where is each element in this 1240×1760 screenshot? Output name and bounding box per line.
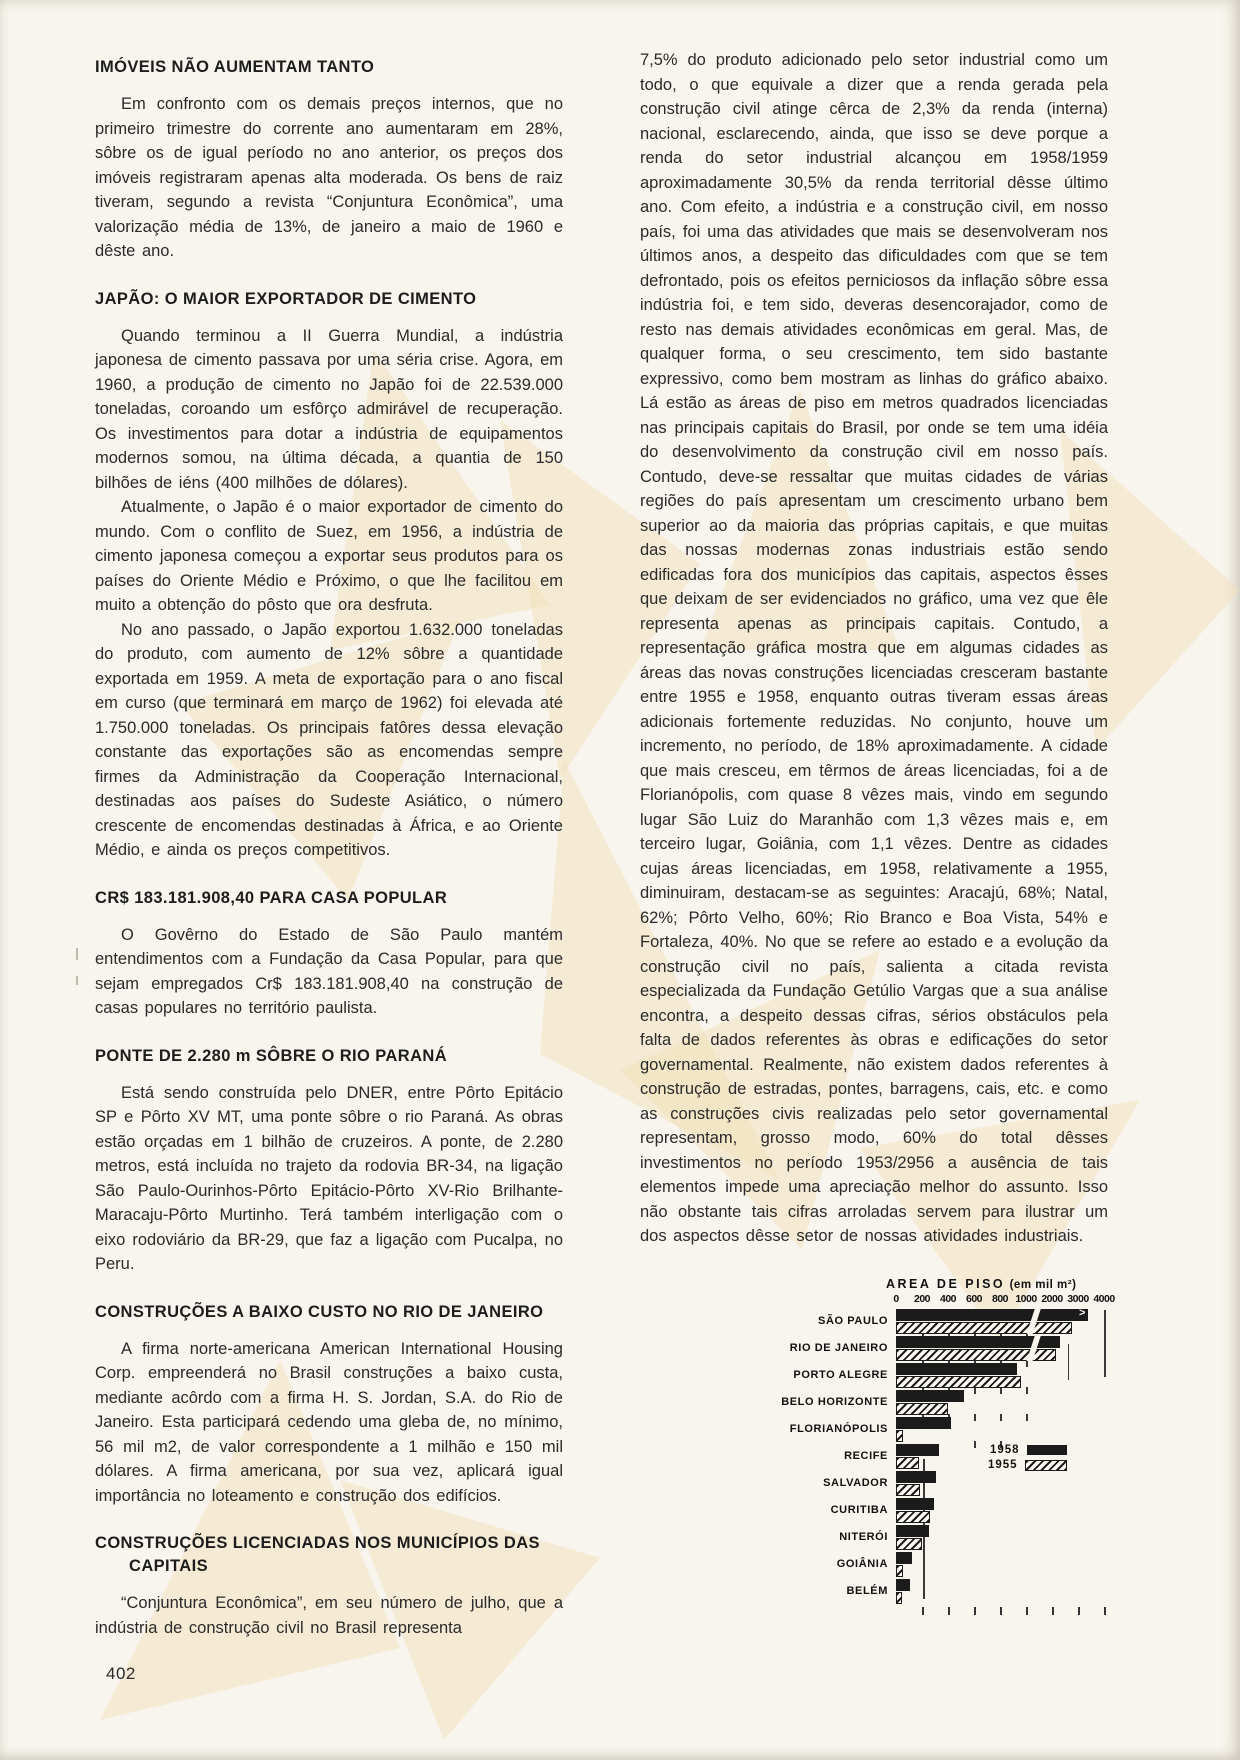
x-tick-label: 600	[965, 1292, 983, 1305]
bottom-tick-mark	[1000, 1607, 1002, 1615]
article-continuation-text: 7,5% do produto adicionado pelo setor industrial como um todo, o que equivale a dizer que a renda gerada pela construção civil atinge cêrca de 2,3% da renda (interna) nacional, esclarecendo, ainda, que isso se deve porque a renda do setor industrial alcançou em 1958/1959 aproximadamente 30,5% da renda territorial dêsse último ano. Com efeito, a indústria e a construção civil, em nosso país, foi uma das atividades que mais se desenvolveram nos últimos anos, a despeito das dificuldades com que se tem defrontado, pois os efeitos perniciosos da inflação sôbre essa indústria foi, e tem sido, deveras desencorajador, como de resto nas demais atividades econômicas em geral. Mas, de qualquer forma, o seu crescimento, tem sido bastante expressivo, como bem mostram as linhas do gráfico abaixo. Lá estão as áreas de piso em metros quadrados licenciadas nas principais capitais do Brasil, por onde se tem uma idéia do desenvolvimento da construção civil em nosso país. Contudo, deve-se ressaltar que muitas cidades de várias regiões do país apresentam um crescimento urbano bem superior ao da maioria das próprias capitais, e que muitas das nossas modernas zonas industriais estão sendo edificadas fora dos municípios das capitais, aspectos êsses que deixam de ser evidenciados no gráfico, uma vez que êle representa apenas as principais capitais. Contudo, a representação gráfica mostra que em algumas cidades as áreas das novas construções licenciadas cresceram bastante entre 1955 e 1958, enquanto outras tiveram essas áreas adicionais fortemente reduzidas. No conjunto, houve um incremento, no período, de 18% aproximadamente. A cidade que mais cresceu, em têrmos de áreas licenciadas, foi a de Florianópolis, com quase 8 vêzes mais, vindo em segundo lugar São Luiz do Maranhão com 1,3 vêzes mais e, em terceiro lugar, Goiânia, com 1,1 vêzes. Dentre as cidades cujas áreas licenciadas, em 1958, relativamente a 1955, diminuiram, destacam-se as seguintes: Aracajú, 68%; Natal, 62%; Pôrto Velho, 60%; Rio Branco e Boa Vista, 54% e Fortaleza, 40%. No que se refere ao estado e a evolução da construção civil no país, salienta a citada revista especializada da Fundação Getúlio Vargas que a sua análise encontra, a despeito dessas cifras, sérios obstáculos pela falta de dados referentes às obras e edificações do setor governamental. Realmente, não existem dados referentes à construção de estradas, pontes, barragens, cais, etc. e como as construções civis realizadas pelo setor governamental representam, grosso modo, 60% do total dêsses investimentos no período 1953/2956 a ausência de tais elementos impede uma apreciação melhor do assunto. Isso não obstante tais cifras arroladas servem para ilustrar um dos aspectos dêsse setor de nossas atividades industriais.	[640, 51, 1108, 1245]
bar-1955	[896, 1457, 919, 1469]
bar-group	[896, 1524, 1118, 1551]
bar-group	[896, 1578, 1118, 1605]
legend-row	[988, 1458, 1067, 1473]
section-heading: JAPÃO: O MAIOR EXPORTADOR DE CIMENTO	[95, 289, 477, 308]
bar-1958	[896, 1306, 1088, 1321]
scan-artifact	[76, 948, 78, 960]
scan-artifact	[76, 976, 78, 985]
page-number: 402	[106, 1664, 136, 1683]
bar-1958	[896, 1579, 910, 1591]
bar-group	[896, 1389, 1118, 1416]
chart-title: AREA DE PISO	[886, 1276, 1006, 1291]
bottom-tick-mark	[1052, 1607, 1054, 1615]
legend-swatch-1958	[1027, 1445, 1067, 1455]
paragraph: Quando terminou a II Guerra Mundial, a indústria japonesa de cimento passava por uma séria crise. Agora, em 1960, a produção de cimento no Japão foi de 22.539.000 toneladas, coroando um esfôrço admirável de recuperação. Os investimentos para dotar a indústria de equipamentos modernos somou, na última década, a quantia de 150 bilhões de iéns (400 milhões de dólares).	[95, 326, 563, 492]
x-tick-label: 800	[991, 1292, 1009, 1305]
chart-row	[746, 1551, 1126, 1578]
x-tick-label: 4000	[1093, 1292, 1115, 1305]
bottom-tick-mark	[1104, 1607, 1106, 1615]
chart-row	[746, 1362, 1126, 1389]
left-column	[95, 48, 563, 1640]
legend-swatch-1955	[1025, 1460, 1067, 1471]
floor-area-bar-chart	[746, 1275, 1126, 1617]
category-label: SÃO PAULO	[818, 1315, 888, 1327]
x-tick-label: 3000	[1067, 1292, 1089, 1305]
article-section	[95, 887, 563, 1021]
paragraph: Em confronto com os demais preços internos, que no primeiro trimestre do corrente ano aumentaram em 28%, sôbre os de igual período no ano anterior, os preços dos imóveis registraram apenas alta moderada. Os bens de raiz tiveram, segundo a revista “Conjuntura Econômica”, uma valorização média de 13%, de janeiro a maio de 1960 e dêste ano.	[95, 95, 563, 260]
bar-1958	[896, 1417, 951, 1429]
bottom-tick-mark	[922, 1607, 924, 1615]
article-section	[95, 1301, 563, 1509]
beyond-scale-arrow-icon: >	[1078, 1306, 1086, 1319]
right-column	[640, 48, 1115, 1617]
bar-1955	[896, 1403, 948, 1415]
paragraph: “Conjuntura Econômica”, em seu número de julho, que a indústria de construção civil no Brasil representa	[95, 1594, 563, 1637]
article-section	[95, 56, 563, 264]
bar-1955	[896, 1565, 903, 1577]
bar-1958	[896, 1363, 1017, 1375]
category-label: RIO DE JANEIRO	[789, 1342, 888, 1354]
legend-label: 1958	[990, 1444, 1020, 1456]
article-section	[95, 1045, 563, 1277]
category-label: CURITIBA	[830, 1504, 888, 1516]
paragraph: A firma norte-americana American International Housing Corp. empreenderá no Brasil construções a baixo custa, mediante acôrdo com a firma H. S. Jordan, S.A. do Rio de Janeiro. Esta participará cedendo uma gleba de, no mínimo, 56 mil m2, de valor correspondente a 1 milhão e 150 mil dólares. A firma americana, por sua vez, aplicará igual importância no loteamento e construção dos edifícios.	[95, 1339, 563, 1505]
x-tick-label: 2000	[1041, 1292, 1063, 1305]
chart-row	[746, 1578, 1126, 1605]
bar-group	[896, 1308, 1118, 1335]
paragraph: Está sendo construída pelo DNER, entre Pôrto Epitácio SP e Pôrto XV MT, uma ponte sôbre o rio Paraná. As obras estão orçadas em 1 bilhão de cruzeiros. A ponte, de 2.280 metros, está incluída no trajeto da rodovia BR-34, na ligação São Paulo-Ourinhos-Pôrto Epitácio-Pôrto XV-Rio Brilhante-Maracaju-Pôrto Murtinho. Terá também interligação com o eixo rodoviário da BR-29, que faz a ligação com Pucalpa, no Peru.	[95, 1083, 563, 1273]
category-label: RECIFE	[844, 1450, 888, 1462]
bar-1955	[896, 1430, 903, 1442]
bar-1958	[896, 1471, 936, 1483]
bar-group	[896, 1416, 1118, 1443]
paragraph: No ano passado, o Japão exportou 1.632.000 toneladas do produto, com aumento de 12% sôbre a quantidade exportada em 1959. A meta de exportação para o ano fiscal em curso (que terminará em março de 1962) foi elevada até 1.750.000 toneladas. Os principais fatôres dessa elevação constante das exportações são as encomendas sempre firmes da Administração da Cooperação Internacional, destinadas aos países do Sudeste Asiático, o número crescente de encomendas destinadas à África, e ao Oriente Médio, e ainda os preços competitivos.	[95, 620, 563, 859]
category-label: BELÉM	[846, 1585, 888, 1597]
chart-legend	[988, 1443, 1067, 1473]
bar-group	[896, 1497, 1118, 1524]
bar-1958	[896, 1525, 929, 1537]
bar-group	[896, 1470, 1118, 1497]
bar-1955	[896, 1511, 930, 1523]
chart-row	[746, 1308, 1126, 1335]
chart-row	[746, 1470, 1126, 1497]
category-label: FLORIANÓPOLIS	[789, 1423, 888, 1435]
x-tick-label: 0	[893, 1292, 899, 1305]
chart-row	[746, 1416, 1126, 1443]
bar-1958	[896, 1444, 939, 1456]
category-label: BELO HORIZONTE	[781, 1396, 888, 1408]
bottom-tick-mark	[1078, 1607, 1080, 1615]
bottom-tick-mark	[1026, 1607, 1028, 1615]
bar-1958	[896, 1498, 934, 1510]
chart-row	[746, 1443, 1126, 1470]
bar-1955	[896, 1592, 902, 1604]
article-section	[95, 288, 563, 863]
section-heading: CONSTRUÇÕES LICENCIADAS NOS MUNICÍPIOS DAS CAPITAIS	[95, 1534, 540, 1575]
bar-group	[896, 1335, 1118, 1362]
section-heading: CONSTRUÇÕES A BAIXO CUSTO NO RIO DE JANEIRO	[95, 1302, 544, 1321]
chart-row	[746, 1335, 1126, 1362]
bar-1955	[896, 1538, 922, 1550]
bottom-tick-mark	[948, 1607, 950, 1615]
chart-row	[746, 1389, 1126, 1416]
category-label: PORTO ALEGRE	[793, 1369, 888, 1381]
bar-1955	[896, 1322, 1072, 1334]
section-heading: CR$ 183.181.908,40 PARA CASA POPULAR	[95, 888, 448, 907]
bar-group	[896, 1362, 1118, 1389]
chart-row	[746, 1524, 1126, 1551]
legend-row	[988, 1443, 1067, 1458]
category-label: GOIÂNIA	[836, 1558, 888, 1570]
category-label: SALVADOR	[823, 1477, 888, 1489]
bar-group	[896, 1551, 1118, 1578]
bar-1958	[896, 1552, 912, 1564]
section-heading: PONTE DE 2.280 m SÔBRE O RIO PARANÁ	[95, 1046, 448, 1065]
legend-label: 1955	[988, 1459, 1018, 1471]
bar-1955	[896, 1376, 1021, 1388]
bar-1955	[896, 1484, 920, 1496]
chart-title-row	[886, 1275, 1126, 1293]
x-tick-label: 1000	[1015, 1292, 1037, 1305]
x-tick-label: 400	[939, 1292, 957, 1305]
bar-1958	[896, 1390, 964, 1402]
chart-x-axis	[893, 1292, 1118, 1308]
chart-unit-label: (em mil m²)	[1009, 1278, 1077, 1291]
article-section	[95, 1532, 563, 1640]
paragraph: O Govêrno do Estado de São Paulo mantém entendimentos com a Fundação da Casa Popular, para que sejam empregados Cr$ 183.181.908,40 na construção de casas populares no território paulista.	[95, 925, 563, 1017]
x-tick-label: 200	[913, 1292, 931, 1305]
chart-plot-area	[746, 1308, 1126, 1605]
bottom-tick-mark	[974, 1607, 976, 1615]
chart-bottom-ticks	[896, 1605, 1118, 1617]
category-label: NITERÓI	[839, 1531, 888, 1543]
section-heading: IMÓVEIS NÃO AUMENTAM TANTO	[95, 58, 375, 76]
chart-row	[746, 1497, 1126, 1524]
paragraph: Atualmente, o Japão é o maior exportador de cimento do mundo. Com o conflito de Suez, em 1956, a indústria de cimento japonesa começou a exportar seus produtos para os países do Oriente Médio e Próximo, o que lhe facilitou em muito a obtenção do pôsto que ora desfruta.	[95, 498, 563, 614]
